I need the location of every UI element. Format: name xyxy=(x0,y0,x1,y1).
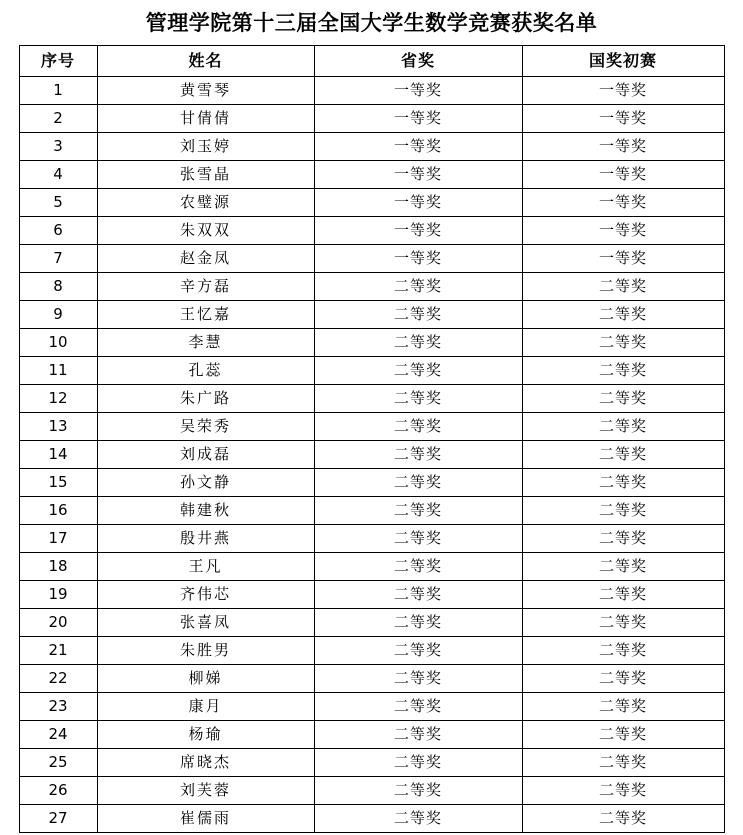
cell-national-prelim: 二等奖 xyxy=(522,665,724,693)
cell-index: 16 xyxy=(19,497,97,525)
cell-national-prelim: 二等奖 xyxy=(522,441,724,469)
table-row xyxy=(19,693,724,721)
cell-name: 王凡 xyxy=(97,553,314,581)
cell-name: 黄雪琴 xyxy=(97,77,314,105)
cell-national-prelim: 二等奖 xyxy=(522,413,724,441)
cell-national-prelim: 一等奖 xyxy=(522,217,724,245)
cell-national-prelim: 二等奖 xyxy=(522,721,724,749)
table-row xyxy=(19,749,724,777)
cell-name: 韩建秋 xyxy=(97,497,314,525)
cell-index: 12 xyxy=(19,385,97,413)
cell-index: 22 xyxy=(19,665,97,693)
cell-name: 朱广路 xyxy=(97,385,314,413)
cell-province-award: 二等奖 xyxy=(314,413,522,441)
cell-national-prelim: 二等奖 xyxy=(522,273,724,301)
table-body xyxy=(19,77,724,833)
cell-national-prelim: 二等奖 xyxy=(522,469,724,497)
cell-province-award: 二等奖 xyxy=(314,581,522,609)
table-row xyxy=(19,301,724,329)
cell-index: 4 xyxy=(19,161,97,189)
cell-national-prelim: 二等奖 xyxy=(522,637,724,665)
cell-name: 农璧源 xyxy=(97,189,314,217)
cell-province-award: 二等奖 xyxy=(314,385,522,413)
cell-name: 甘倩倩 xyxy=(97,105,314,133)
page-title: 管理学院第十三届全国大学生数学竞赛获奖名单 xyxy=(145,11,598,35)
column-header-province-award: 省奖 xyxy=(314,46,522,77)
cell-national-prelim: 二等奖 xyxy=(522,581,724,609)
table-row xyxy=(19,665,724,693)
cell-name: 辛方磊 xyxy=(97,273,314,301)
cell-name: 刘成磊 xyxy=(97,441,314,469)
cell-province-award: 一等奖 xyxy=(314,245,522,273)
cell-province-award: 二等奖 xyxy=(314,497,522,525)
cell-name: 席晓杰 xyxy=(97,749,314,777)
cell-national-prelim: 一等奖 xyxy=(522,105,724,133)
cell-index: 25 xyxy=(19,749,97,777)
cell-national-prelim: 一等奖 xyxy=(522,77,724,105)
table-row xyxy=(19,273,724,301)
column-header-name: 姓名 xyxy=(97,46,314,77)
cell-index: 19 xyxy=(19,581,97,609)
cell-index: 8 xyxy=(19,273,97,301)
cell-national-prelim: 二等奖 xyxy=(522,805,724,833)
table-row xyxy=(19,637,724,665)
table-row xyxy=(19,721,724,749)
table-row xyxy=(19,133,724,161)
cell-name: 刘玉婷 xyxy=(97,133,314,161)
cell-province-award: 一等奖 xyxy=(314,189,522,217)
table-row xyxy=(19,77,724,105)
cell-name: 杨瑜 xyxy=(97,721,314,749)
table-row xyxy=(19,329,724,357)
cell-index: 14 xyxy=(19,441,97,469)
cell-name: 赵金凤 xyxy=(97,245,314,273)
cell-index: 11 xyxy=(19,357,97,385)
cell-national-prelim: 一等奖 xyxy=(522,133,724,161)
cell-index: 6 xyxy=(19,217,97,245)
table-row xyxy=(19,777,724,805)
table-row xyxy=(19,525,724,553)
cell-national-prelim: 二等奖 xyxy=(522,693,724,721)
cell-index: 5 xyxy=(19,189,97,217)
cell-province-award: 二等奖 xyxy=(314,357,522,385)
cell-name: 张雪晶 xyxy=(97,161,314,189)
cell-name: 康月 xyxy=(97,693,314,721)
cell-index: 23 xyxy=(19,693,97,721)
cell-index: 2 xyxy=(19,105,97,133)
column-header-national-prelim: 国奖初赛 xyxy=(522,46,724,77)
table-row xyxy=(19,413,724,441)
cell-national-prelim: 二等奖 xyxy=(522,357,724,385)
cell-index: 20 xyxy=(19,609,97,637)
cell-province-award: 二等奖 xyxy=(314,553,522,581)
table-row xyxy=(19,245,724,273)
cell-province-award: 一等奖 xyxy=(314,105,522,133)
cell-index: 27 xyxy=(19,805,97,833)
cell-national-prelim: 一等奖 xyxy=(522,189,724,217)
cell-province-award: 二等奖 xyxy=(314,273,522,301)
cell-name: 朱胜男 xyxy=(97,637,314,665)
cell-province-award: 一等奖 xyxy=(314,161,522,189)
cell-national-prelim: 二等奖 xyxy=(522,749,724,777)
cell-province-award: 二等奖 xyxy=(314,329,522,357)
table-row xyxy=(19,469,724,497)
table-row xyxy=(19,553,724,581)
award-list-table xyxy=(19,45,725,833)
cell-name: 崔儒雨 xyxy=(97,805,314,833)
cell-province-award: 一等奖 xyxy=(314,77,522,105)
cell-index: 9 xyxy=(19,301,97,329)
table-row xyxy=(19,105,724,133)
table-row xyxy=(19,217,724,245)
cell-province-award: 二等奖 xyxy=(314,777,522,805)
cell-index: 1 xyxy=(19,77,97,105)
table-row xyxy=(19,161,724,189)
cell-name: 张喜凤 xyxy=(97,609,314,637)
cell-province-award: 二等奖 xyxy=(314,469,522,497)
cell-index: 18 xyxy=(19,553,97,581)
cell-province-award: 二等奖 xyxy=(314,665,522,693)
table-row xyxy=(19,357,724,385)
cell-name: 孔蕊 xyxy=(97,357,314,385)
cell-name: 王忆嘉 xyxy=(97,301,314,329)
table-row xyxy=(19,497,724,525)
cell-index: 10 xyxy=(19,329,97,357)
cell-national-prelim: 二等奖 xyxy=(522,301,724,329)
table-row xyxy=(19,581,724,609)
cell-index: 3 xyxy=(19,133,97,161)
cell-province-award: 二等奖 xyxy=(314,609,522,637)
cell-index: 17 xyxy=(19,525,97,553)
cell-national-prelim: 一等奖 xyxy=(522,161,724,189)
cell-province-award: 二等奖 xyxy=(314,749,522,777)
cell-province-award: 一等奖 xyxy=(314,217,522,245)
cell-name: 殷井燕 xyxy=(97,525,314,553)
table-row xyxy=(19,385,724,413)
cell-national-prelim: 二等奖 xyxy=(522,329,724,357)
cell-national-prelim: 二等奖 xyxy=(522,609,724,637)
cell-name: 孙文静 xyxy=(97,469,314,497)
cell-national-prelim: 二等奖 xyxy=(522,525,724,553)
cell-name: 刘芙蓉 xyxy=(97,777,314,805)
table-row xyxy=(19,805,724,833)
table-row xyxy=(19,441,724,469)
cell-index: 26 xyxy=(19,777,97,805)
cell-province-award: 二等奖 xyxy=(314,441,522,469)
column-header-index: 序号 xyxy=(19,46,97,77)
cell-national-prelim: 二等奖 xyxy=(522,385,724,413)
cell-name: 吴荣秀 xyxy=(97,413,314,441)
cell-index: 21 xyxy=(19,637,97,665)
cell-index: 24 xyxy=(19,721,97,749)
cell-index: 7 xyxy=(19,245,97,273)
cell-national-prelim: 二等奖 xyxy=(522,553,724,581)
cell-province-award: 二等奖 xyxy=(314,637,522,665)
table-header xyxy=(19,46,724,77)
cell-index: 13 xyxy=(19,413,97,441)
cell-national-prelim: 二等奖 xyxy=(522,777,724,805)
cell-province-award: 一等奖 xyxy=(314,133,522,161)
cell-name: 李慧 xyxy=(97,329,314,357)
cell-province-award: 二等奖 xyxy=(314,693,522,721)
cell-province-award: 二等奖 xyxy=(314,301,522,329)
cell-national-prelim: 二等奖 xyxy=(522,497,724,525)
cell-province-award: 二等奖 xyxy=(314,805,522,833)
cell-province-award: 二等奖 xyxy=(314,525,522,553)
table-header-row xyxy=(19,46,724,77)
table-row xyxy=(19,189,724,217)
table-row xyxy=(19,609,724,637)
cell-province-award: 二等奖 xyxy=(314,721,522,749)
cell-name: 齐伟芯 xyxy=(97,581,314,609)
cell-index: 15 xyxy=(19,469,97,497)
cell-name: 柳娣 xyxy=(97,665,314,693)
cell-national-prelim: 一等奖 xyxy=(522,245,724,273)
cell-name: 朱双双 xyxy=(97,217,314,245)
